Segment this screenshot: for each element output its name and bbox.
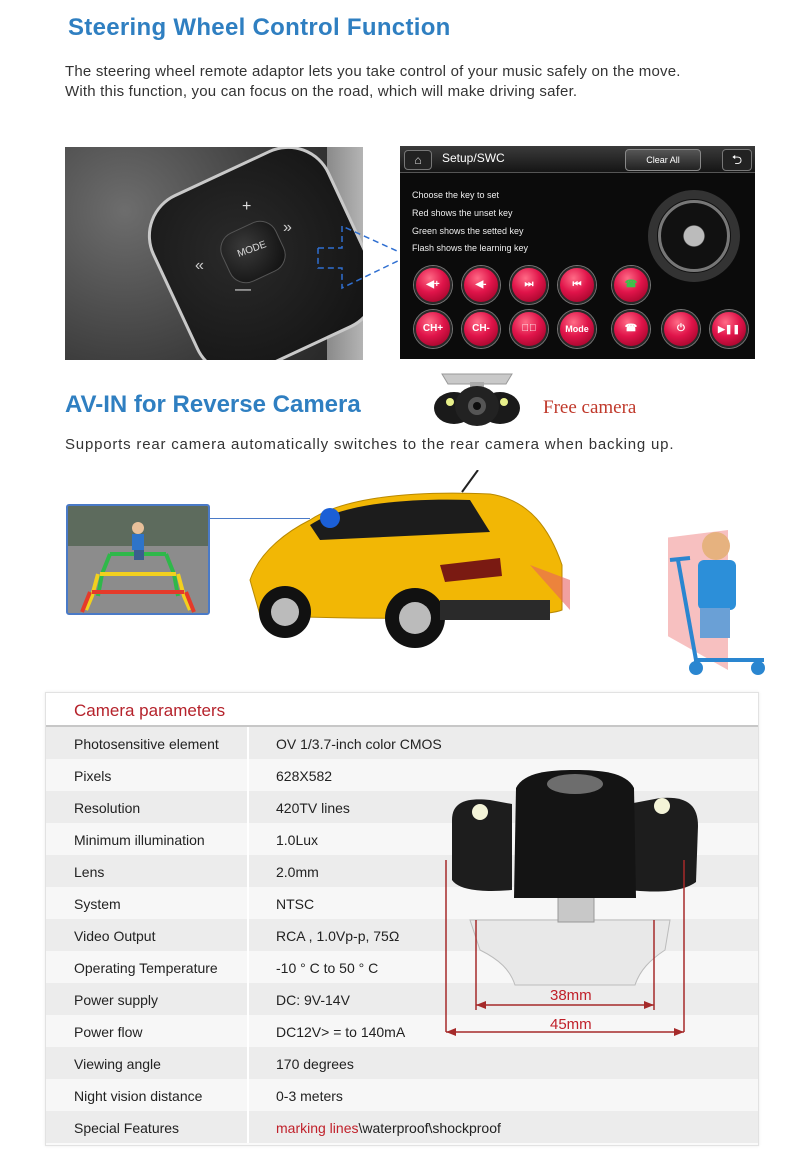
table-row (46, 1079, 758, 1111)
intro-line-2: With this function, you can focus on the road, which will make driving safer. (65, 83, 578, 100)
table-row (46, 1047, 758, 1079)
mode-label: MODE (236, 239, 268, 260)
param-value: OV 1/3.7-inch color CMOS (276, 736, 442, 752)
param-value: RCA , 1.0Vp-p, 75Ω (276, 928, 400, 944)
table-row (46, 1111, 758, 1143)
dashed-arrow-icon (312, 218, 412, 314)
volume-down-button[interactable]: ◀- (462, 266, 500, 304)
param-value: 420TV lines (276, 800, 350, 816)
mute-button[interactable]: ◀⃠ (510, 310, 548, 348)
reverse-camera-view (66, 504, 210, 615)
right-arrow-icon: » (283, 219, 292, 236)
swc-instruction: Flash shows the learning key (412, 243, 529, 253)
volume-up-button[interactable]: ◀+ (414, 266, 452, 304)
minus-icon: — (235, 281, 251, 298)
swc-screen (400, 146, 755, 359)
steering-section-title: Steering Wheel Control Function (68, 14, 451, 41)
param-value: 1.0Lux (276, 832, 319, 848)
param-label: Power flow (74, 1024, 143, 1040)
camera-dimension-image (440, 770, 710, 1050)
play-pause-button[interactable]: ▶❚❚ (710, 310, 748, 348)
param-label: Viewing angle (74, 1056, 161, 1072)
yellow-car-image (240, 470, 570, 660)
plus-icon: + (242, 198, 252, 215)
param-value: 628X582 (276, 768, 333, 784)
intro-line-1: The steering wheel remote adaptor lets you take control of your music safely on the move. (65, 63, 681, 80)
table-row (46, 727, 758, 759)
param-value: 170 degrees (276, 1056, 354, 1072)
next-track-button[interactable]: ⏭ (510, 266, 548, 304)
back-icon[interactable]: ⮌ (722, 149, 752, 171)
swc-title-bar (400, 146, 755, 173)
av-in-section-title: AV-IN for Reverse Camera (65, 391, 361, 418)
small-camera-icon (428, 368, 526, 430)
swc-title: Setup/SWC (442, 151, 505, 165)
table-header (46, 693, 758, 727)
left-arrow-icon: « (195, 257, 204, 274)
marking-lines-text: marking lines (276, 1120, 359, 1136)
power-button[interactable]: ⏻ (662, 310, 700, 348)
mode-button[interactable]: Mode (558, 310, 596, 348)
param-label: Photosensitive element (74, 736, 219, 752)
channel-up-button[interactable]: CH+ (414, 310, 452, 348)
param-value: -10 ° C to 50 ° C (276, 960, 379, 976)
swc-instruction: Green shows the setted key (412, 226, 524, 236)
param-label: System (74, 896, 121, 912)
swc-instruction: Choose the key to set (412, 190, 500, 200)
home-icon[interactable]: ⌂ (404, 150, 432, 170)
param-label: Night vision distance (74, 1088, 203, 1104)
param-value: 2.0mm (276, 864, 319, 880)
dimension-45mm: 45mm (550, 1016, 592, 1033)
prev-track-button[interactable]: ⏮ (558, 266, 596, 304)
param-value: DC12V> = to 140mA (276, 1024, 406, 1040)
call-answer-button[interactable]: ☎ (612, 266, 650, 304)
dimension-38mm: 38mm (550, 987, 592, 1004)
steering-intro (65, 62, 785, 102)
param-value: DC: 9V-14V (276, 992, 350, 1008)
param-label: Resolution (74, 800, 141, 816)
param-label: Pixels (74, 768, 112, 784)
param-label: Lens (74, 864, 105, 880)
swc-instruction: Red shows the unset key (412, 208, 513, 218)
param-label: Operating Temperature (74, 960, 218, 976)
features-rest-text: \waterproof\shockproof (358, 1120, 501, 1136)
free-camera-label: Free camera (543, 397, 637, 418)
param-label: Special Features (74, 1120, 180, 1136)
param-value: NTSC (276, 896, 315, 912)
param-label: Minimum illumination (74, 832, 205, 848)
param-label: Video Output (74, 928, 156, 944)
call-hangup-button[interactable]: ☎ (612, 310, 650, 348)
clear-all-button[interactable]: Clear All (625, 149, 701, 171)
param-value: 0-3 meters (276, 1088, 343, 1104)
table-title: Camera parameters (74, 701, 226, 720)
param-label: Power supply (74, 992, 159, 1008)
param-value (276, 1120, 501, 1136)
kid-on-scooter-image (668, 520, 778, 680)
channel-down-button[interactable]: CH- (462, 310, 500, 348)
support-text: Supports rear camera automatically switches to the rear camera when backing up. (65, 436, 675, 453)
